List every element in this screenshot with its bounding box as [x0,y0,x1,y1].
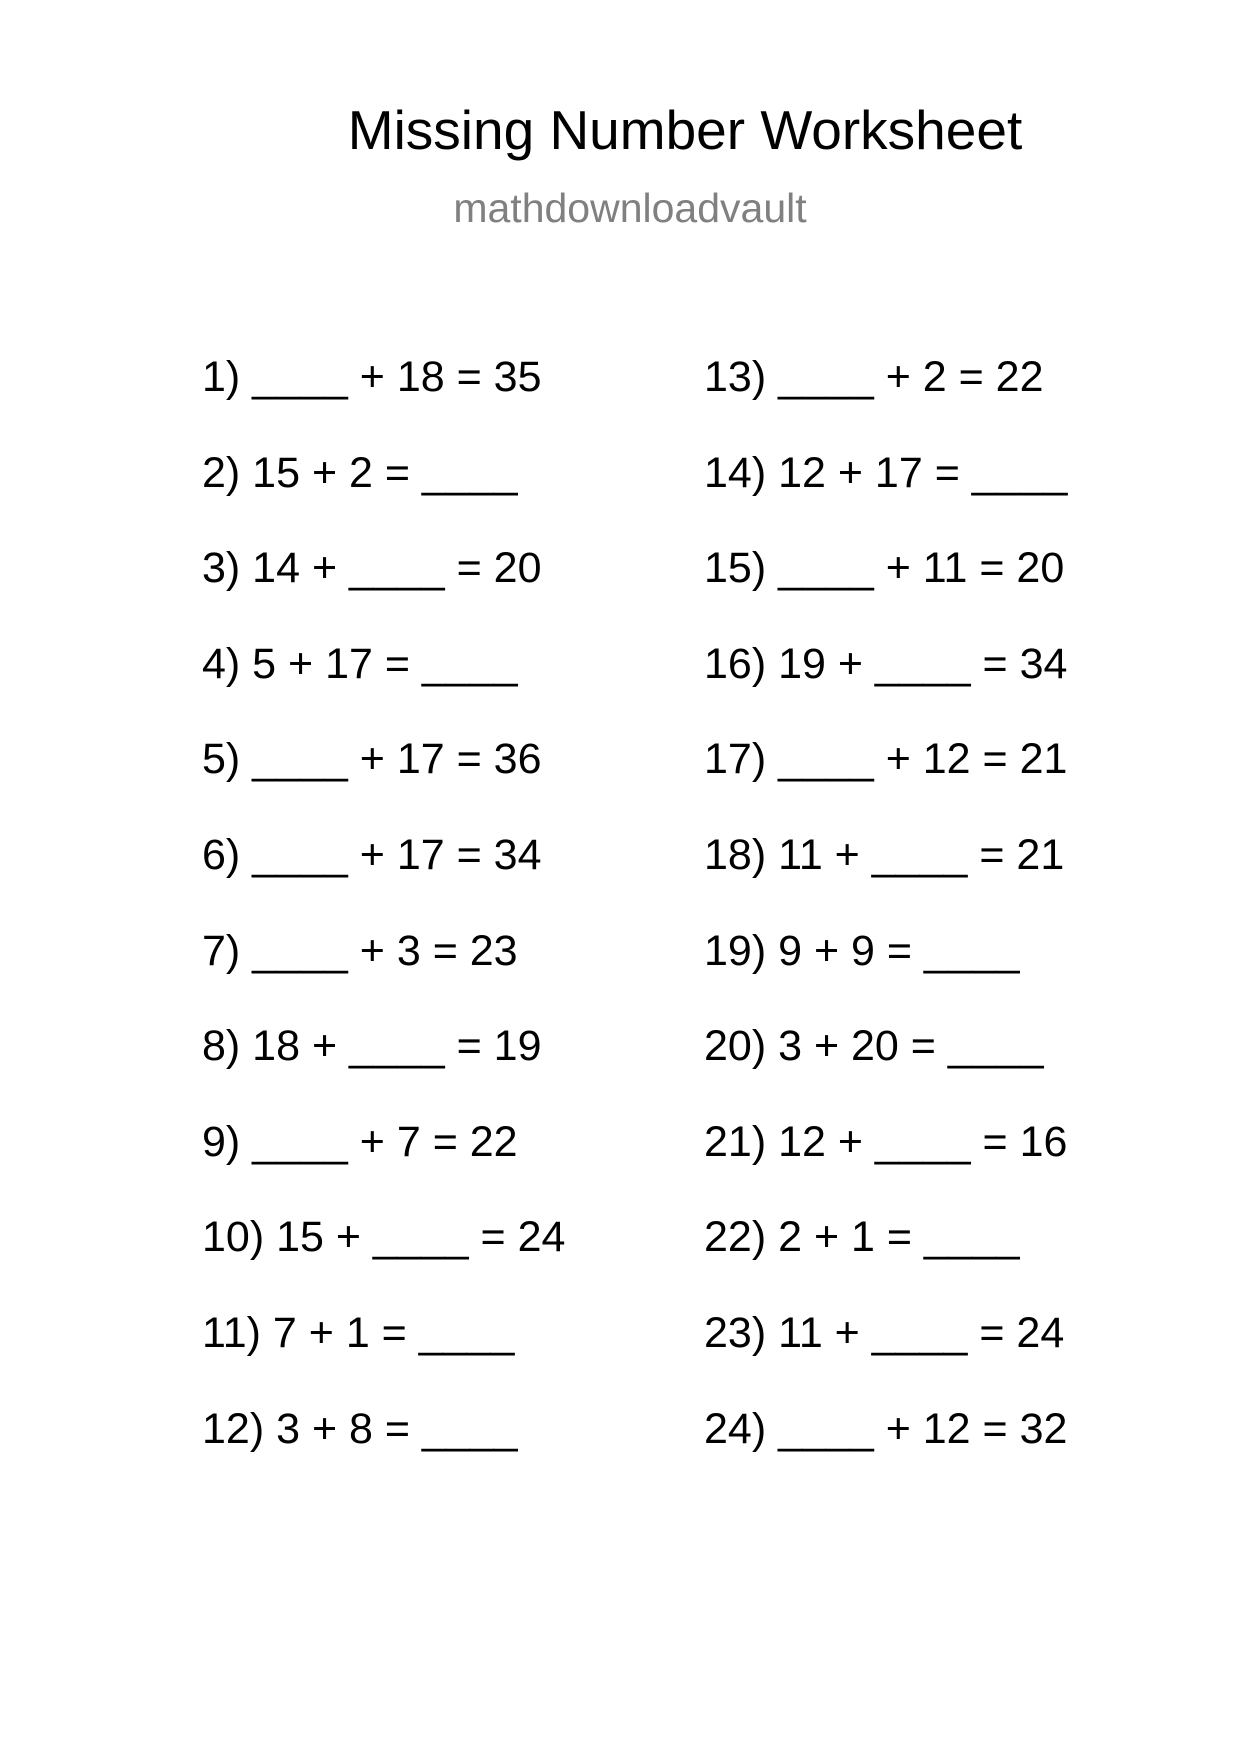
problem-1: 1) ____ + 18 = 35 [202,353,542,401]
problem-14: 14) 12 + 17 = ____ [704,448,1068,497]
problem-6: 6) ____ + 17 = 34 [202,830,542,879]
problems-column-right [704,351,1067,1498]
problem-21: 21) 12 + ____ = 16 [704,1117,1068,1166]
problem-4: 4) 5 + 17 = ____ [202,639,518,688]
page-title: Missing Number Worksheet [347,99,1023,161]
problem-17: 17) ____ + 12 = 21 [704,735,1068,784]
problem-19: 19) 9 + 9 = ____ [704,926,1020,975]
problem-3: 3) 14 + ____ = 20 [202,544,542,593]
page-subtitle: mathdownloadvault [453,185,807,231]
problem-11: 11) 7 + 1 = ____ [202,1308,515,1357]
problem-8: 8) 18 + ____ = 19 [202,1022,542,1071]
problem-24: 24) ____ + 12 = 32 [704,1404,1068,1453]
problem-5: 5) ____ + 17 = 36 [202,735,542,784]
problem-16: 16) 19 + ____ = 34 [704,639,1068,688]
problem-23: 23) 11 + ____ = 24 [704,1308,1065,1357]
problems-column-left [202,351,565,1498]
problem-15: 15) ____ + 11 = 20 [704,544,1065,593]
problem-10: 10) 15 + ____ = 24 [202,1213,566,1262]
problem-20: 20) 3 + 20 = ____ [704,1022,1044,1071]
problem-9: 9) ____ + 7 = 22 [202,1117,518,1166]
problem-2: 2) 15 + 2 = ____ [202,448,518,497]
problem-12: 12) 3 + 8 = ____ [202,1404,518,1453]
problem-13: 13) ____ + 2 = 22 [704,353,1044,401]
problem-22: 22) 2 + 1 = ____ [704,1213,1020,1262]
problem-7: 7) ____ + 3 = 23 [202,926,518,975]
problem-18: 18) 11 + ____ = 21 [704,830,1065,879]
